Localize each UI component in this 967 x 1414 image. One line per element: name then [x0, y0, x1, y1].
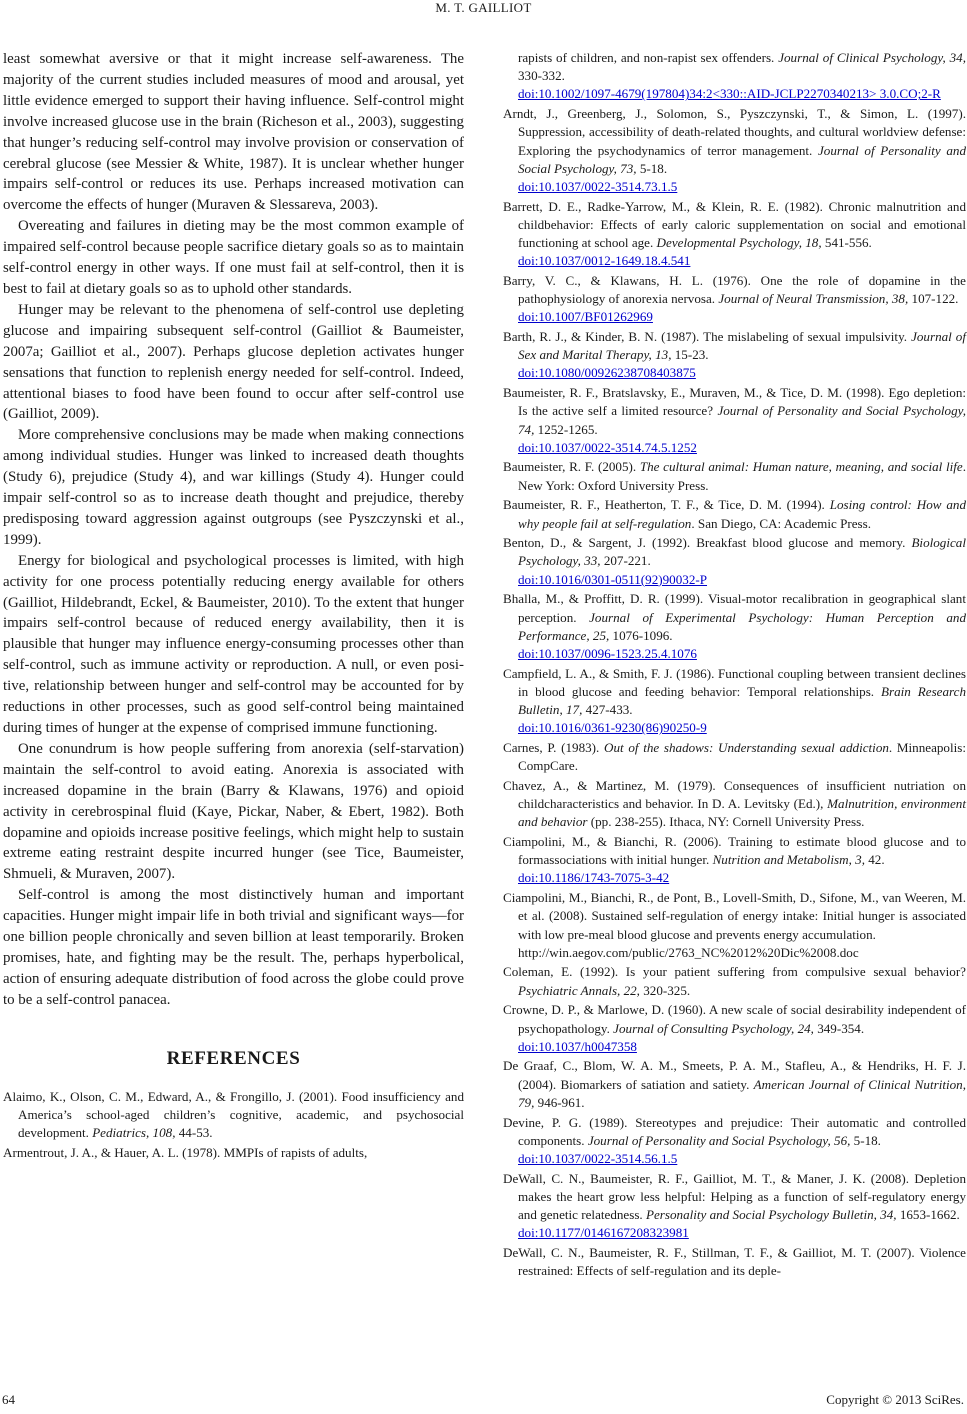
reference-text: Barth, R. J., & Kinder, B. N. (1987). The mislabeling of sexual impulsivity.: [503, 329, 912, 345]
reference-text: Carnes, P. (1983).: [503, 740, 604, 756]
reference-text: Baumeister, R. F., Bratslavsky, E., Muraven, M., & Tice, D. M. (1998). Ego depletion: Is the active self a limited resource?: [503, 385, 966, 419]
reference-entry: [503, 833, 966, 888]
reference-text: Bhalla, M., & Proffitt, D. R. (1999). Visual-motor recalibration in geographical slant perception.: [503, 591, 966, 625]
reference-entry: [503, 889, 966, 962]
doi-link[interactable]: doi:10.1002/1097-4679(197804)34:2<330::AID-JCLP2270340213> 3.0.CO;2-R: [518, 86, 941, 102]
doi-link[interactable]: doi:10.1037/h0047358: [518, 1038, 637, 1054]
reference-entry: [503, 105, 966, 196]
doi-link[interactable]: doi:10.1037/0022-3514.74.5.1252: [518, 439, 697, 455]
reference-entry: [503, 1001, 966, 1056]
reference-pages: 44-53.: [175, 1125, 213, 1140]
body-paragraph: Energy for biological and psychological processes is limited, with high activity for one process potentially reducing energy available for others (Gailliot, Hildebrandt, Eckel, & Baumeister, 2010). To the extent that hunger impairs self-control because of reduced energy availability, then it is plausible that hunger may influence energy-consuming processes other than self-control, such as immune activity or reproduction. A null, or even positive, relationship between hunger and self-control may be accounted for by reductions in other processes, such as good self-control being maintained during times of hunger at the expense of comprised immune functioning.: [3, 552, 464, 736]
reference-entry: [503, 384, 966, 457]
reference-entry: [503, 590, 966, 663]
reference-source: Out of the shadows: Understanding sexual addiction: [604, 740, 889, 756]
reference-entry: [503, 328, 966, 383]
reference-source: Journal of Personality and Social Psychology, 73,: [518, 142, 967, 176]
reference-pages: 349-354.: [813, 1020, 865, 1036]
reference-text: Ciampolini, M., & Bianchi, R. (2006). Training to estimate blood glucose and to formassociations with initial hunger.: [503, 834, 966, 868]
reference-text: Crowne, D. P., & Marlowe, D. (1960). A new scale of social desirability independent of psychopathology.: [503, 1002, 966, 1036]
reference-text: Devine, P. G. (1989). Stereotypes and prejudice: Their automatic and controlled components.: [503, 1114, 966, 1148]
reference-list-left: [3, 1088, 464, 1162]
reference-pages: 1252-1265.: [534, 421, 598, 437]
body-paragraph: Hunger may be relevant to the phenomena of self-control use depleting glucose and impairing subsequent self-control (Gailliot & Baumeister, 2007a; Gailliot et al., 2007). Perhaps glucose depletion activates hunger sensations that function to replenish energy needed for self-control. Indeed, attentional biases to food have been found to occur after self-control use (Gailliot, 2009).: [3, 301, 464, 423]
body-paragraph: More comprehensive conclusions may be made when making connections among individual studies. Hunger was linked to increased death thoughts (Study 6), prejudice (Study 4), and war killings (Study 4). Hunger could impair self-control so as to increase death thought and prejudice, thereby predisposing toward aggression against outgroups (see Pyszczynski et al., 1999).: [3, 427, 464, 548]
reference-pages: 541-556.: [821, 235, 872, 251]
reference-pages: 1076-1096.: [609, 627, 673, 643]
body-paragraph: least somewhat aversive or that it might increase self-awareness. The majority of the current studies included measures of mood and arousal, yet little evidence emerged to support their having influence. Self-control might involve increased glucose use in the brain (Richeson et al., 2003), suggesting that hunger’s reducing self-control may involve provision or conservation of cerebral glucose (see Messier & White, 1987). It is unclear whether hunger impairs self-control or reduces its use. Perhaps increased motivation can overcome the effects of hunger (Muraven & Slessareva, 2003).: [3, 51, 464, 214]
doi-link[interactable]: doi:10.1037/0096-1523.25.4.1076: [518, 646, 697, 661]
page-number: 64: [2, 1392, 15, 1407]
reference-pages: (pp. 238-255). Ithaca, NY: Cornell University Press.: [587, 814, 865, 830]
reference-source: Developmental Psychology, 18,: [656, 235, 822, 251]
reference-entry: [503, 272, 966, 327]
reference-text: rapists of children, and non-rapist sex offenders.: [518, 50, 779, 65]
reference-source: Journal of Personality and Social Psychology, 56,: [587, 1132, 851, 1148]
reference-entry: [503, 1244, 966, 1280]
references-heading: REFERENCES: [166, 1047, 301, 1069]
reference-pages: 946-961.: [534, 1094, 585, 1110]
reference-source: Malnutrition, environment and behavior: [518, 796, 966, 830]
reference-text: Campfield, L. A., & Smith, F. J. (1986). Functional coupling between transient declines in blood glucose and feeding behavior: Temporal relationships.: [503, 665, 966, 699]
reference-text: De Graaf, C., Blom, W. A. M., Smeets, P. A. M., Stafleu, A., & Hendriks, H. F. J. (2004). Biomarkers of satiation and satiety.: [503, 1058, 966, 1092]
reference-text: Barrett, D. E., Radke-Yarrow, M., & Klein, R. E. (1982). Chronic malnutrition and childbehavior: Effects of early caloric supplementation on social and emotional functioning at school age.: [503, 198, 966, 251]
reference-source: Journal of Neural Transmission, 38,: [718, 291, 909, 307]
reference-entry: [3, 1088, 464, 1143]
reference-source: Nutrition and Metabolism, 3,: [712, 852, 865, 868]
left-column: [3, 49, 464, 1163]
reference-text: Baumeister, R. F. (2005).: [503, 459, 640, 475]
doi-link[interactable]: doi:10.1186/1743-7075-3-42: [518, 870, 670, 886]
reference-pages: 320-325.: [639, 982, 691, 998]
doi-link[interactable]: doi:10.1016/0301-0511(92)90032-P: [518, 571, 708, 587]
reference-entry: [503, 1057, 966, 1112]
body-paragraph: One conundrum is how people suffering from anorexia (self-starvation) maintain the self-control to avoid eating. Anorexia is associated with increased dopamine in the brain (Barry & Klawans, 1976) and opioid activity in cerebrospinal fluid (Kaye, Pickar, Naber, & Ebert, 1982). Both dopamine and opioids increase positive feelings, which might help to sustain extreme eating restraint despite incurred hunger (see Tice, Baumeister, Shmueli, & Muraven, 2007).: [3, 740, 464, 883]
reference-entry: [503, 1170, 966, 1243]
reference-text: Alaimo, K., Olson, C. M., Edward, A., & Frongillo, J. (2001). Food insufficiency and America’s school-aged children’s cognitive, academic, and psychosocial development.: [3, 1088, 464, 1140]
body-paragraph: Self-control is among the most distinctively human and important capacities. Hunger might impair life in both trivial and significant ways—for one billion people chronically and seven billion at least temporarily. Broken promises, hate, and fighting may be the result. The, perhaps hyperbolical, action of ensuring adequate distribution of food across the globe could prove to be a self-control panacea.: [3, 887, 464, 1008]
reference-text: Barry, V. C., & Klawans, H. L. (1976). One the role of dopamine in the pathophysiology of anorexia nervosa.: [503, 272, 966, 307]
right-column: [503, 49, 966, 1282]
reference-entry: [503, 665, 966, 738]
reference-text: DeWall, C. N., Baumeister, R. F., Gailliot, M. T., & Maner, J. K. (2008). Depletion makes the heart grow less helpful: Helping as a function of self-regulatory energy and genetic relatedness.: [503, 1170, 966, 1223]
reference-pages: 15-23.: [671, 347, 709, 363]
running-head: M. T. GAILLIOT: [435, 0, 532, 15]
reference-pages: 107-122.: [908, 291, 959, 307]
body-text: [3, 49, 464, 1011]
reference-pages: . New York: Oxford University Press.: [518, 459, 967, 493]
reference-text: Arndt, J., Greenberg, J., Solomon, S., Pyszczynski, T., & Simon, L. (1997). Suppression, accessibility of death-related thoughts, and cultural worldview defense: Exploring the psychodynamics of terror management.: [503, 106, 966, 158]
reference-entry: [503, 198, 966, 271]
doi-link[interactable]: doi:10.1177/0146167208323981: [518, 1225, 689, 1241]
doi-link[interactable]: doi:10.1007/BF01262969: [518, 309, 653, 325]
reference-source: The cultural animal: Human nature, meaning, and social life: [639, 459, 963, 475]
reference-pages: . Minneapolis: CompCare.: [518, 740, 966, 774]
reference-entry: [503, 49, 966, 104]
reference-pages: 330-332.: [518, 68, 565, 84]
doi-link[interactable]: doi:10.1080/00926238708403875: [518, 365, 696, 381]
reference-pages: 1653-1662.: [896, 1207, 960, 1223]
doi-link[interactable]: doi:10.1016/0361-9230(86)90250-9: [518, 720, 707, 736]
reference-pages: . San Diego, CA: Academic Press.: [691, 515, 872, 531]
reference-entry: [503, 739, 966, 775]
reference-entry: [503, 777, 966, 832]
reference-pages: 5-18.: [636, 160, 668, 176]
reference-source: Journal of Consulting Psychology, 24,: [613, 1020, 814, 1036]
reference-source: Journal of Clinical Psychology, 34,: [778, 50, 966, 65]
reference-text: Benton, D., & Sargent, J. (1992). Breakfast blood glucose and memory.: [503, 535, 912, 551]
body-paragraph: Overeating and failures in dieting may be the most common example of impaired self-control because people sacrifice dietary goals so as to maintain self-control energy in other ways. If one must fail at self-control, then it is best to fail at dietary goals so as to uphold other standards.: [3, 218, 464, 297]
doi-link[interactable]: doi:10.1037/0022-3514.73.1.5: [518, 178, 678, 194]
reference-source: American Journal of Clinical Nutrition, 79,: [518, 1076, 966, 1110]
doi-link[interactable]: doi:10.1037/0022-3514.56.1.5: [518, 1150, 678, 1166]
reference-pages: 42.: [864, 852, 885, 868]
reference-text: Ciampolini, M., Bianchi, R., de Pont, B., Lovell-Smith, D., Sifone, M., van Weeren, M. et al. (2008). Sustained self-regulation of energy intake: Initial hunger is associated with low pre-meal blood glucose and prevents energy accumulation.: [503, 890, 966, 942]
reference-source: Brain Research Bulletin, 17,: [518, 683, 966, 718]
reference-entry: [3, 1144, 464, 1162]
reference-entry: [503, 496, 966, 532]
reference-list-right: [503, 49, 966, 1280]
reference-source: Journal of Experimental Psychology: Human Perception and Performance, 25,: [518, 609, 966, 643]
reference-entry: [503, 1114, 966, 1169]
reference-text: Chavez, A., & Martinez, M. (1979). Consequences of insufficient nutriation on childcharacteristics and behavior. In D. A. Levitsky (Ed.),: [503, 777, 966, 812]
reference-source: Journal of Sex and Marital Therapy, 13,: [518, 329, 966, 363]
copyright-notice: Copyright © 2013 SciRes.: [826, 1392, 964, 1407]
reference-pages: 427-433.: [582, 702, 633, 718]
reference-entry: [503, 534, 966, 589]
reference-text: Coleman, E. (1992). Is your patient suffering from compulsive sexual behavior?: [503, 964, 966, 980]
reference-source: Losing control: How and why people fail at self-regulation: [518, 497, 966, 531]
reference-text: Baumeister, R. F., Heatherton, T. F., & Tice, D. M. (1994).: [503, 497, 830, 513]
reference-entry: [503, 963, 966, 999]
reference-source: Journal of Personality and Social Psychology, 74,: [518, 403, 966, 437]
reference-source: Psychiatric Annals, 22,: [518, 982, 640, 998]
reference-source: Personality and Social Psychology Bulletin, 34,: [645, 1207, 897, 1223]
reference-pages: 207-221.: [600, 553, 651, 569]
reference-text: DeWall, C. N., Baumeister, R. F., Stillman, T. F., & Gailliot, M. T. (2007). Violence restrained: Effects of self-regulation and its deple-: [503, 1245, 966, 1279]
reference-source: Biological Psychology, 33,: [518, 535, 966, 569]
reference-pages: 5-18.: [850, 1132, 881, 1148]
reference-url: http://win.aegov.com/public/2763_NC%2012%20Dic%2008.doc: [518, 944, 859, 960]
reference-entry: [503, 458, 966, 494]
reference-text: Armentrout, J. A., & Hauer, A. L. (1978). MMPIs of rapists of adults,: [3, 1144, 368, 1160]
reference-source: Pediatrics, 108,: [92, 1125, 176, 1140]
doi-link[interactable]: doi:10.1037/0012-1649.18.4.541: [518, 253, 691, 269]
